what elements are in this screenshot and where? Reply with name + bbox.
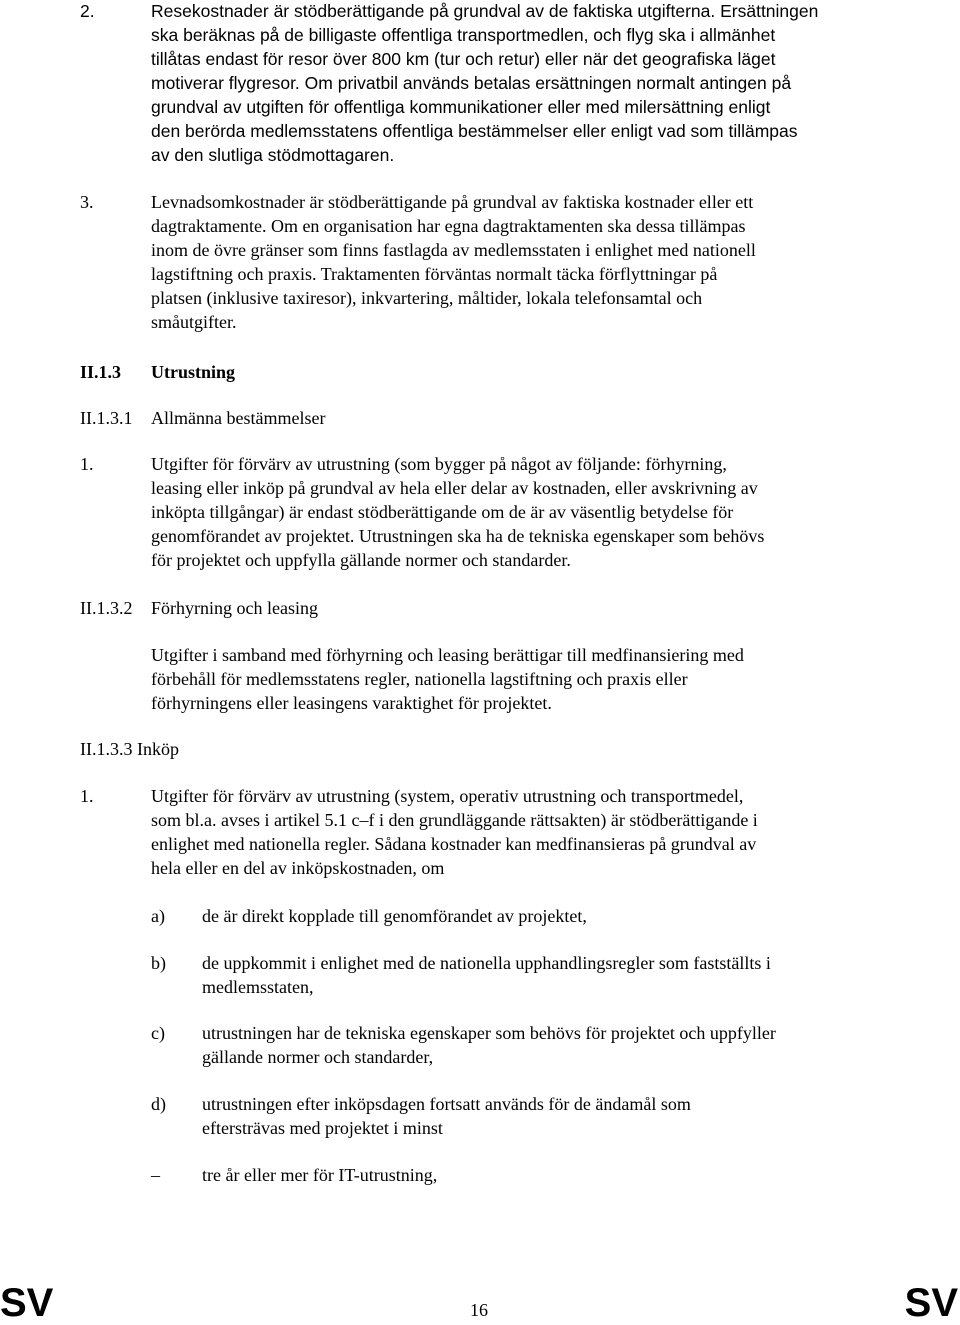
item-1-line: leasing eller inköp på grundval av hela eller delar av kostnaden, eller avskrivning av	[151, 478, 758, 498]
item-3-line: platsen (inklusive taxiresor), inkvartering, måltider, lokala telefonsamtal och	[151, 288, 703, 308]
item-3-line: inom de övre gränser som finns fastlagda av medlemsstaten i enlighet med nationell	[151, 240, 756, 260]
subitem-line: medlemsstaten,	[202, 977, 314, 997]
subsection-number: II.1.3.2	[80, 598, 133, 618]
item-1-line: genomförandet av projektet. Utrustningen ska ha de tekniska egenskaper som behövs	[151, 526, 765, 546]
subsection-title: Förhyrning och leasing	[151, 598, 318, 618]
item-1-line: Utgifter för förvärv av utrustning (som bygger på något av följande: förhyrning,	[151, 454, 727, 474]
item-3-line: dagtraktamente. Om en organisation har egna dagtraktamenten ska dessa tillämpas	[151, 216, 746, 236]
language-tag-left: SV	[0, 1281, 54, 1325]
item-2-number: 2.	[80, 1, 95, 21]
subsection-title: Allmänna bestämmelser	[151, 408, 326, 428]
item-1-line: Utgifter för förvärv av utrustning (system, operativ utrustning och transportmedel,	[151, 786, 744, 806]
item-1-line: enlighet med nationella regler. Sådana kostnader kan medfinansieras på grundval av	[151, 834, 757, 854]
subitem-line: de är direkt kopplade till genomförandet av projektet,	[202, 906, 587, 926]
item-1-number: 1.	[80, 786, 94, 806]
item-2-line: av den slutliga stödmottagaren.	[151, 145, 395, 165]
subitem-line: gällande normer och standarder,	[202, 1047, 434, 1067]
item-1-line: inköpta tillgångar) är endast stödberättigande om de är av väsentlig betydelse för	[151, 502, 734, 522]
item-3-line: småutgifter.	[151, 312, 237, 332]
item-1-number: 1.	[80, 454, 94, 474]
item-3-line: lagstiftning och praxis. Traktamenten förväntas normalt täcka förflyttningar på	[151, 264, 718, 284]
subitem-line: utrustningen efter inköpsdagen fortsatt används för de ändamål som	[202, 1094, 691, 1114]
item-2-line: grundval av utgiften för offentliga kommunikationer eller med milersättning enligt	[151, 97, 771, 117]
subitem-line: de uppkommit i enlighet med de nationella upphandlingsregler som fastställts i	[202, 953, 771, 973]
section-number: II.1.3	[80, 362, 122, 382]
subsection-number: II.1.3.1	[80, 408, 133, 428]
subitem-line: utrustningen har de tekniska egenskaper som behövs för projektet och uppfyller	[202, 1023, 776, 1043]
item-2-line: motiverar flygresor. Om privatbil används betalas ersättningen normalt antingen på	[151, 73, 792, 93]
item-2-line: Resekostnader är stödberättigande på grundval av de faktiska utgifterna. Ersättningen	[151, 1, 819, 21]
item-3-line: Levnadsomkostnader är stödberättigande på grundval av faktiska kostnader eller ett	[151, 192, 754, 212]
item-2-line: tillåtas endast för resor över 800 km (tur och retur) eller när det geografiska läget	[151, 49, 776, 69]
paragraph-line: förbehåll för medlemsstatens regler, nationella lagstiftning och praxis eller	[151, 669, 688, 689]
section-title: Utrustning	[151, 362, 236, 382]
subsection-heading: II.1.3.3 Inköp	[80, 739, 179, 759]
item-1-line: som bl.a. avses i artikel 5.1 c–f i den grundläggande rättsakten) är stödberättigande i	[151, 810, 758, 830]
item-3-number: 3.	[80, 192, 94, 212]
subitem-label: a)	[151, 906, 165, 926]
subitem-label: c)	[151, 1023, 165, 1043]
item-1-line: för projektet och uppfylla gällande normer och standarder.	[151, 550, 571, 570]
page-number: 16	[470, 1300, 488, 1320]
paragraph-line: förhyrningens eller leasingens varaktighet för projektet.	[151, 693, 552, 713]
item-2-line: ska beräknas på de billigaste offentliga transportmedlen, och flyg ska i allmänhet	[151, 25, 776, 45]
item-1-line: hela eller en del av inköpskostnaden, om	[151, 858, 445, 878]
subitem-line: eftersträvas med projektet i minst	[202, 1118, 443, 1138]
subitem-label: b)	[151, 953, 166, 973]
dash-item-text: tre år eller mer för IT-utrustning,	[202, 1165, 438, 1185]
dash-bullet: –	[151, 1165, 160, 1185]
language-tag-right: SV	[904, 1281, 958, 1325]
item-2-line: den berörda medlemsstatens offentliga bestämmelser eller enligt vad som tillämpas	[151, 121, 798, 141]
subitem-label: d)	[151, 1094, 166, 1114]
paragraph-line: Utgifter i samband med förhyrning och leasing berättigar till medfinansiering med	[151, 645, 744, 665]
